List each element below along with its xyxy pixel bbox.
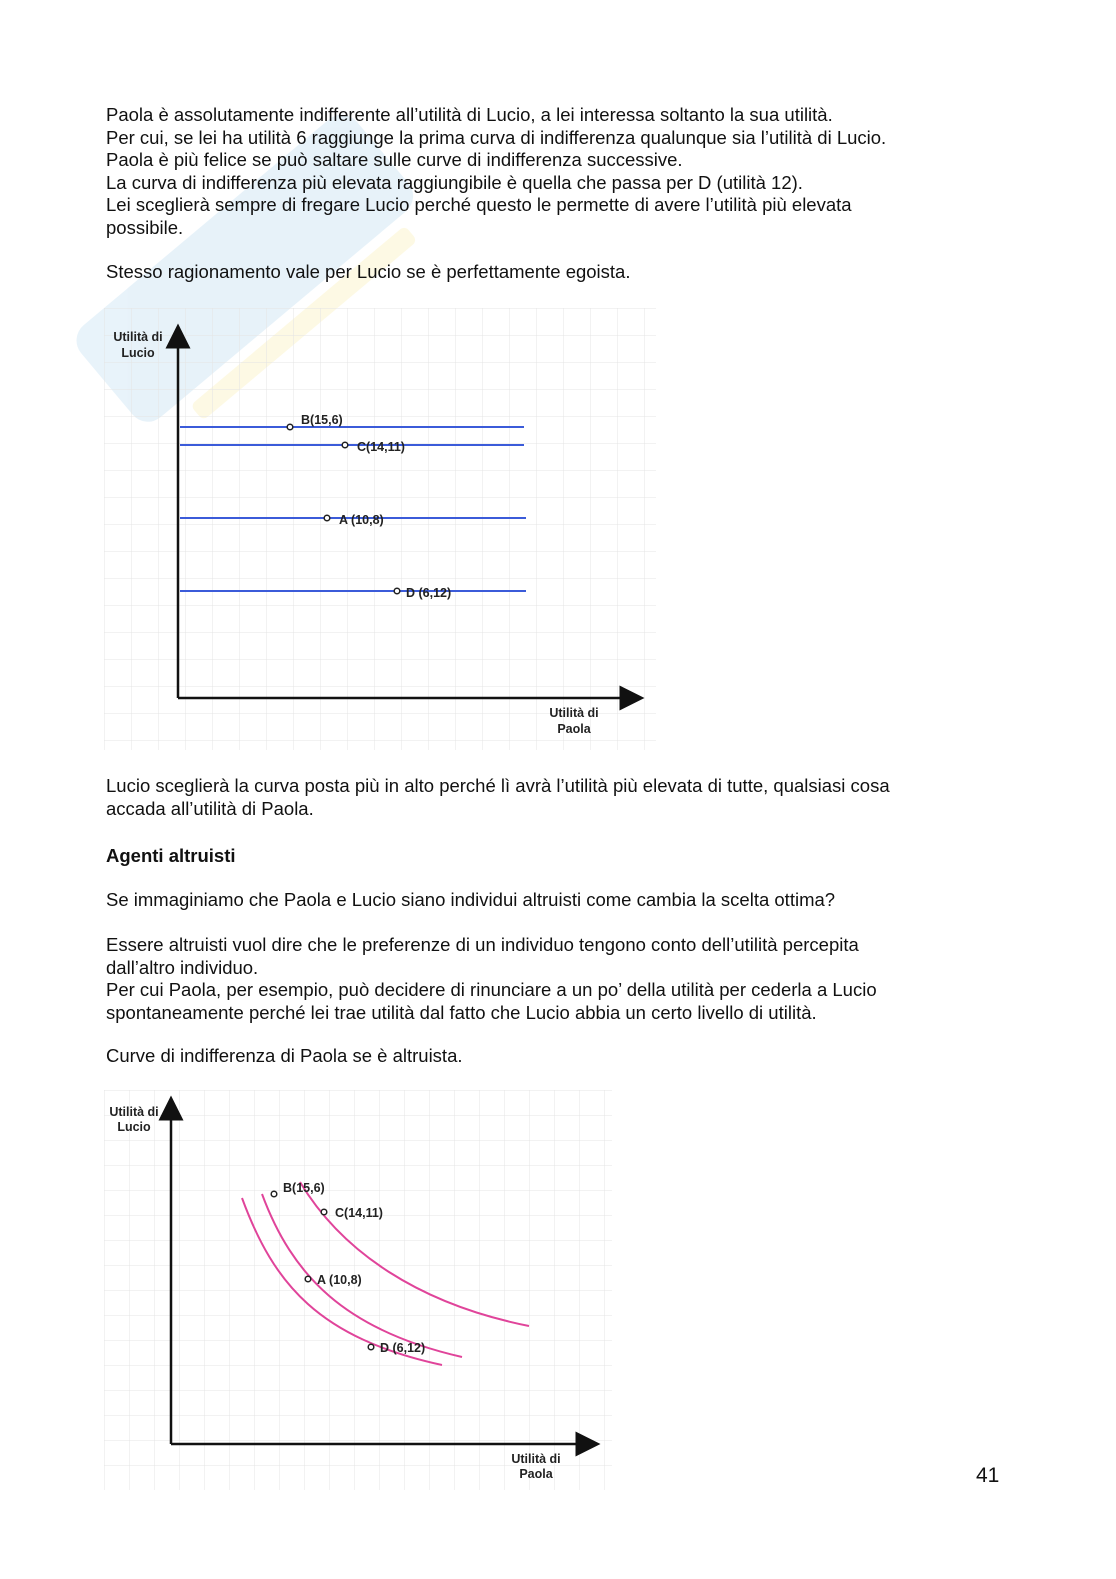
intro-paragraph bbox=[106, 104, 1006, 239]
intro-line-2: Per cui, se lei ha utilità 6 raggiunge la prima curva di indifferenza qualunque sia l’utilità di Lucio. bbox=[106, 126, 887, 148]
altruist-line-2: dall’altro individuo. bbox=[106, 956, 259, 978]
point-c bbox=[342, 442, 348, 448]
altruist-caption: Curve di indifferenza di Paola se è altruista. bbox=[106, 1045, 463, 1066]
lucio-line-2: accada all’utilità di Paola. bbox=[106, 797, 314, 819]
lucio-line-1: Lucio sceglierà la curva posta più in alto perché lì avrà l’utilità più elevata di tutte, qualsiasi cosa bbox=[106, 775, 890, 796]
intro-line-3: Paola è più felice se può saltare sulle curve di indifferenza successive. bbox=[106, 149, 683, 170]
figure-egoist-indifference bbox=[104, 308, 656, 750]
point-c-label: C(14,11) bbox=[357, 440, 405, 454]
point-d-label: D (6,12) bbox=[406, 586, 452, 600]
point-c bbox=[321, 1209, 327, 1215]
page-number: 41 bbox=[976, 1464, 1000, 1487]
y-axis-label-line-1: Utilità di bbox=[113, 330, 163, 344]
point-b-label: B(15,6) bbox=[301, 413, 343, 427]
altruist-question: Se immaginiamo che Paola e Lucio siano individui altruisti come cambia la scelta ottima? bbox=[106, 889, 836, 910]
altruist-line-3: Per cui Paola, per esempio, può decidere di rinunciare a un po’ della utilità per cederla a Lucio bbox=[106, 979, 877, 1000]
section-heading-altruisti: Agenti altruisti bbox=[106, 845, 236, 866]
lucio-paragraph bbox=[106, 775, 1006, 820]
point-a-label: A (10,8) bbox=[317, 1273, 362, 1287]
x-axis-label-line-2: Paola bbox=[519, 1467, 553, 1481]
intro-line-6: possibile. bbox=[106, 216, 184, 238]
x-axis-label-line-2: Paola bbox=[557, 722, 591, 736]
altruist-line-4: spontaneamente perché lei trae utilità dal fatto che Lucio abbia un certo livello di utilità. bbox=[106, 1001, 817, 1023]
point-b bbox=[271, 1191, 277, 1197]
point-d-label: D (6,12) bbox=[380, 1341, 426, 1355]
altruist-line-1: Essere altruisti vuol dire che le preferenze di un individuo tengono conto dell’utilità percepita bbox=[106, 934, 859, 955]
point-d bbox=[394, 588, 400, 594]
y-axis-label-line-2: Lucio bbox=[117, 1120, 151, 1134]
point-a bbox=[305, 1276, 311, 1282]
intro-line-4: La curva di indifferenza più elevata raggiungibile è quella che passa per D (utilità 12). bbox=[106, 171, 803, 193]
point-b bbox=[287, 424, 293, 430]
point-d bbox=[368, 1344, 374, 1350]
grid-background bbox=[104, 308, 656, 750]
point-a bbox=[324, 515, 330, 521]
point-b-label: B(15,6) bbox=[283, 1181, 325, 1195]
intro-line-1: Paola è assolutamente indifferente all’utilità di Lucio, a lei interessa soltanto la sua utilità. bbox=[106, 104, 833, 125]
x-axis-label-line-1: Utilità di bbox=[511, 1452, 561, 1466]
egoist-note: Stesso ragionamento vale per Lucio se è perfettamente egoista. bbox=[106, 261, 631, 282]
x-axis-label-line-1: Utilità di bbox=[549, 706, 599, 720]
y-axis-label-line-1: Utilità di bbox=[109, 1105, 159, 1119]
point-c-label: C(14,11) bbox=[335, 1206, 383, 1220]
y-axis-label-line-2: Lucio bbox=[121, 346, 155, 360]
figure-altruist-indifference bbox=[104, 1090, 612, 1490]
altruist-paragraph bbox=[106, 934, 1006, 1024]
point-a-label: A (10,8) bbox=[339, 513, 384, 527]
grid-background bbox=[104, 1090, 612, 1490]
intro-line-5: Lei sceglierà sempre di fregare Lucio perché questo le permette di avere l’utilità più elevata bbox=[106, 194, 852, 215]
